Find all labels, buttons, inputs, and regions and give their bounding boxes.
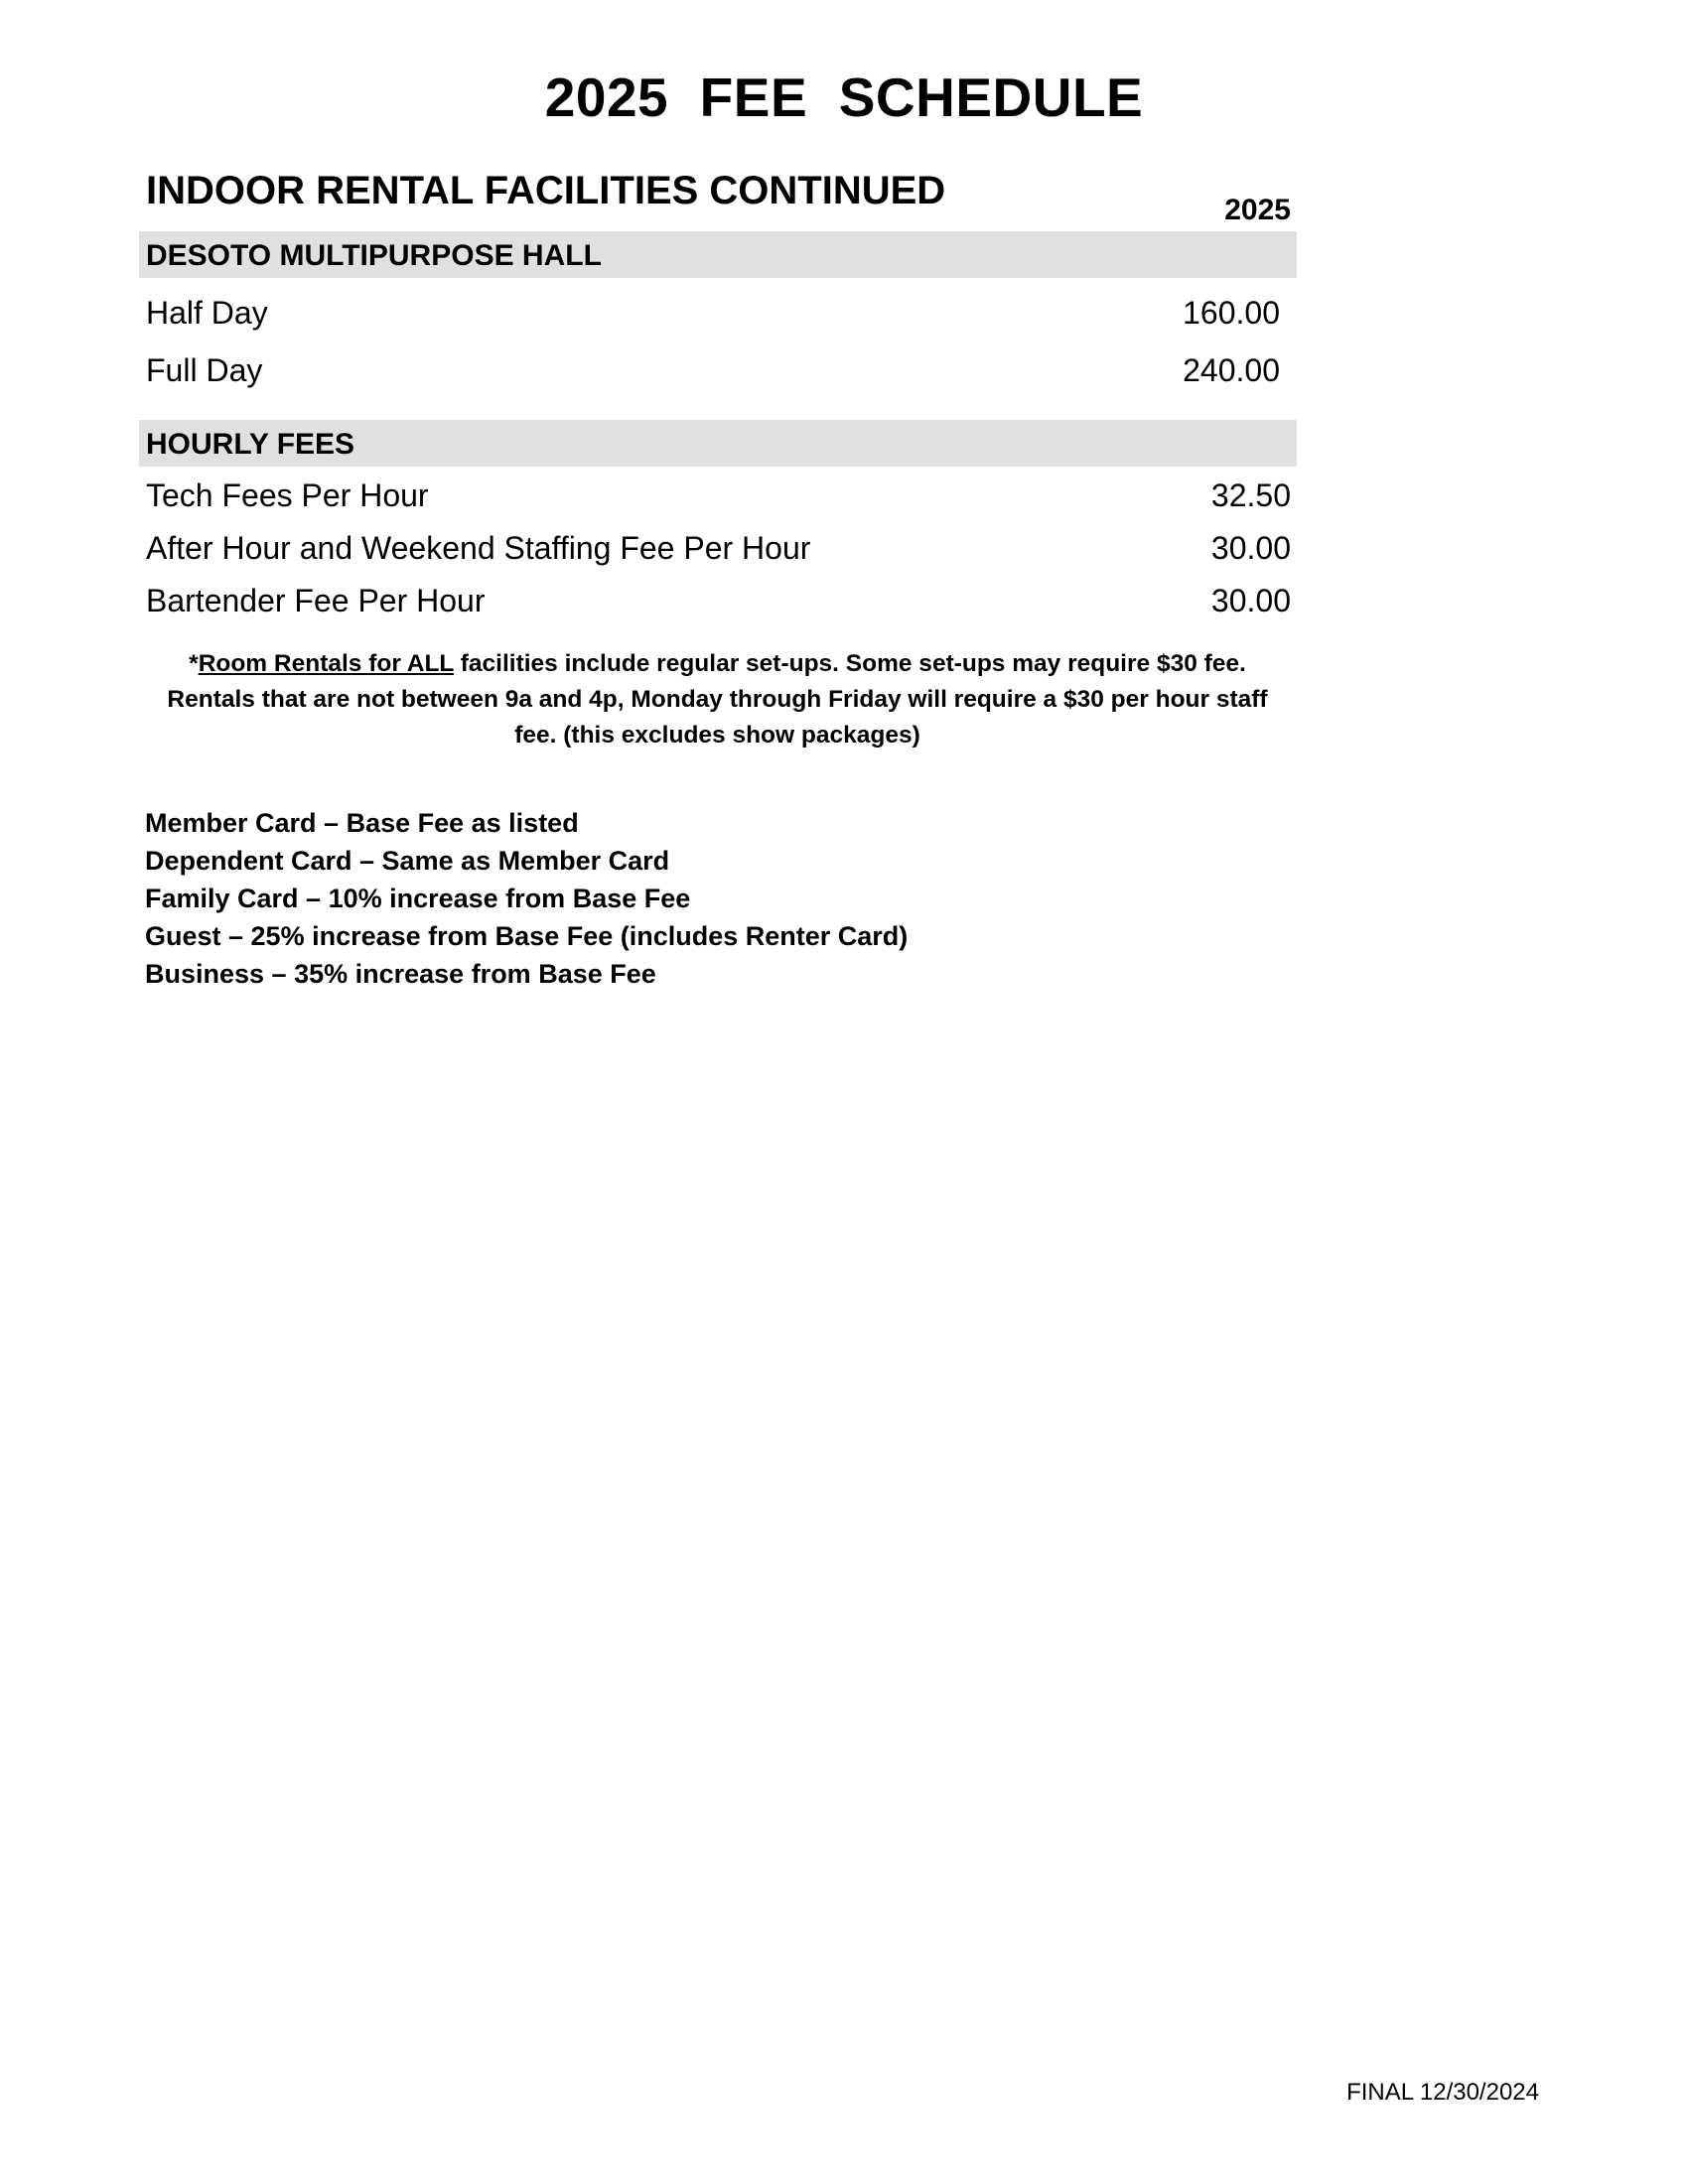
note-asterisk: *: [189, 650, 199, 677]
page-title: 2025 FEE SCHEDULE: [544, 67, 1144, 128]
desoto-hall-heading-label: DESOTO MULTIPURPOSE HALL: [146, 239, 602, 272]
document-version-footer: FINAL 12/30/2024: [1346, 2079, 1539, 2106]
fee-row-label: Half Day: [146, 295, 268, 331]
section-title: INDOOR RENTAL FACILITIES CONTINUED: [146, 169, 946, 212]
card-rule-dependent: Dependent Card – Same as Member Card: [145, 846, 670, 876]
note-body-text: facilities include regular set-ups. Some set-ups may require $30 fee. Rentals that are not between 9a and 4p, Monday through Friday will require a $30 per hour staff fee. (this excludes show packages): [167, 650, 1268, 749]
fee-row-label: After Hour and Weekend Staffing Fee Per Hour: [146, 530, 811, 566]
fee-row-price: 32.50: [1210, 478, 1291, 513]
desoto-hall-heading: [139, 231, 1297, 278]
fee-row-price: 240.00: [1183, 352, 1280, 388]
fee-row-price: 160.00: [1183, 295, 1280, 331]
card-rule-guest: Guest – 25% increase from Base Fee (includes Renter Card): [145, 921, 909, 951]
card-rule-business: Business – 35% increase from Base Fee: [145, 959, 656, 989]
hourly-fees-heading-label: HOURLY FEES: [146, 428, 355, 461]
card-fee-rules: [145, 804, 908, 993]
year-column-header: 2025: [1224, 194, 1291, 226]
note-underlined-text: Room Rentals for ALL: [198, 650, 454, 677]
hourly-fees-heading: [139, 420, 1297, 467]
fee-row-label: Tech Fees Per Hour: [146, 478, 429, 513]
fee-row-label: Bartender Fee Per Hour: [146, 583, 486, 618]
fee-row-label: Full Day: [146, 352, 263, 388]
fee-row-price: 30.00: [1210, 583, 1291, 618]
card-rule-family: Family Card – 10% increase from Base Fee: [145, 884, 691, 913]
card-rule-member: Member Card – Base Fee as listed: [145, 808, 579, 838]
fee-row-price: 30.00: [1210, 530, 1291, 566]
room-rental-note: [144, 646, 1291, 753]
